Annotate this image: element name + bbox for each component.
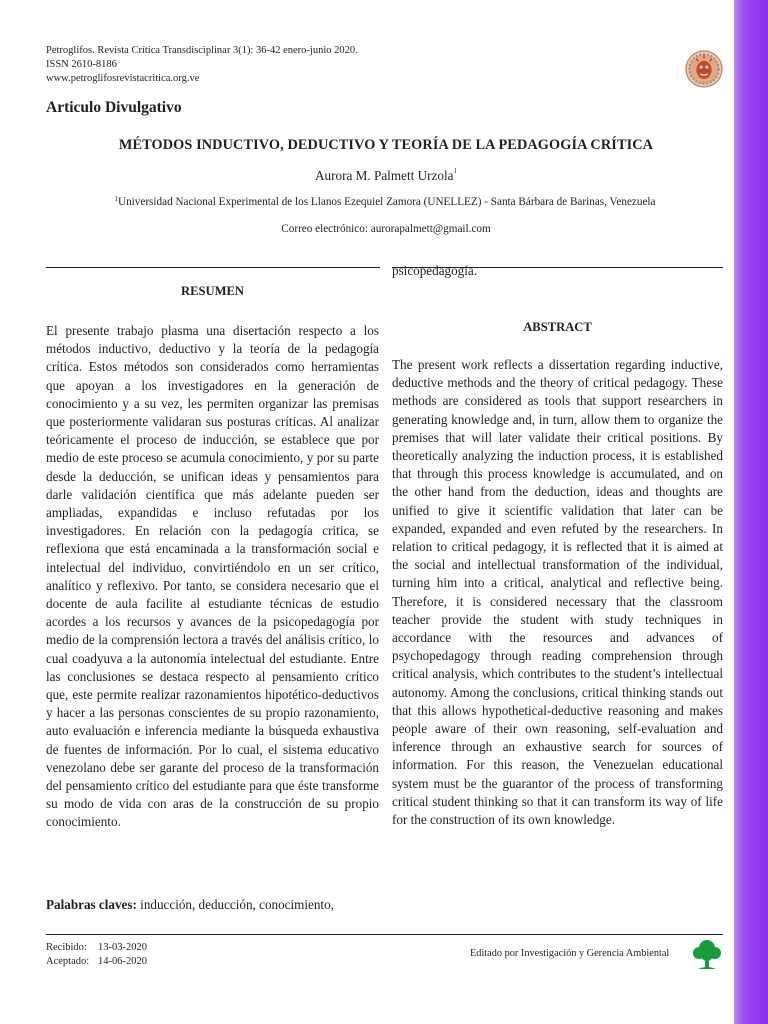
- keywords-list: inducción, deducción, conocimiento,: [140, 897, 334, 912]
- resumen-body: El presente trabajo plasma una disertación respecto a los métodos inductivo, deductivo y la teoría de la pedagogía crítica. Estos métodos son considerados como herramientas que apoyan a los investigadores en la generación de conocimiento y a su vez, les permiten organizar las premisas que posteriormente validaran sus posturas críticas. Al analizar teóricamente el proceso de inducción, se establece que por medio de este proceso se acumula conocimiento, y por su parte desde la deducción, se unifican ideas y pensamientos para darle validación científica que más adelante pueden ser ampliadas, expandidas e incluso refutadas por los investigadores. En relación con la pedagogía critica, se reflexiona que está encaminada a la transformación social e intelectual del individuo, convirtiéndolo en un ser crítico, analítico y reflexivo. Por tanto, se considera necesario que el docente de aula facilite al estudiante técnicas de estudio acordes a los recursos y avances de la psicopedagogía por medio de la comprensión lectora a través del análisis crítico, lo cual coadyuva a la autonomía intelectual del estudiante. Entre las conclusiones se destaca respecto al pensamiento crítico que, este permite realizar razonamientos hipotético-deductivos y hacer a las personas conscientes de su propio razonamiento, auto evaluación e inferencia mediante la búsqueda exhaustiva de fuentes de información. Por lo cual, el sistema educativo venezolano debe ser garante del proceso de la transformación del pensamiento crítico del estudiante para que éste transforme su modo de vida con aras de la construcción de su propio conocimiento.: [46, 323, 379, 830]
- article-type: Articulo Divulgativo: [46, 99, 182, 116]
- resumen-heading: RESUMEN: [181, 284, 244, 298]
- purple-side-band: [734, 0, 768, 1024]
- journal-citation: Petroglifos. Revista Crítica Transdisciplinar 3(1): 36-42 enero-junio 2020.: [46, 45, 358, 56]
- keywords-continuation: psicopedagogía.: [392, 263, 478, 278]
- keywords-label: Palabras claves:: [46, 897, 137, 912]
- author-affiliation-mark: 1: [453, 167, 457, 175]
- journal-website: www.petroglifosrevistacritica.org.ve: [46, 73, 200, 84]
- accepted-date: 14-06-2020: [98, 956, 147, 967]
- abstract-body: The present work reflects a dissertation regarding inductive, deductive methods and the theory of critical pedagogy. These methods are considered as tools that support researchers in generating knowledge and, in turn, allow them to organize the premises that will later validate their critical positions. By theoretically analyzing the induction process, it is established that through this process knowledge is accumulated, and on the other hand from the deduction, ideas and thoughts are unified to give it scientific validation that later can be expanded, expanded and even refuted by the researchers. In relation to critical pedagogy, it is reflected that it is aimed at the social and intellectual transformation of the individual, turning him into a critical, analytical and reflective being. Therefore, it is considered necessary that the classroom teacher provide the student with study techniques in accordance with the resources and advances of psychopedagogy through reading comprehension through critical analysis, which contributes to the student’s intellectual autonomy. Among the conclusions, critical thinking stands out that this allows hypothetical-deductive reasoning and makes people aware of their own reasoning, self-evaluation and inference through an exhaustive search for sources of information. For this reason, the Venezuelan educational system must be the guarantor of the process of transforming critical student thinking so that it can transform its way of life for the construction of its own knowledge.: [392, 357, 723, 828]
- publisher-credit: Editado por Investigación y Gerencia Ambiental: [470, 948, 670, 959]
- author-name: Aurora M. Palmett Urzola: [315, 168, 454, 183]
- submission-dates: [46, 941, 147, 969]
- journal-issn: ISSN 2610-8186: [46, 59, 117, 70]
- received-date: 13-03-2020: [98, 942, 147, 953]
- keywords-line: [46, 897, 334, 913]
- accepted-label: Aceptado:: [46, 956, 90, 967]
- affiliation-line: [40, 196, 730, 208]
- abstract-heading: ABSTRACT: [523, 320, 592, 334]
- article-title: MÉTODOS INDUCTIVO, DEDUCTIVO Y TEORÍA DE LA PEDAGOGÍA CRÍTICA: [118, 137, 654, 153]
- affiliation: Universidad Nacional Experimental de los Llanos Ezequiel Zamora (UNELLEZ) - Santa Bárbara de Barinas, Venezuela: [117, 196, 656, 208]
- author-line: [46, 168, 726, 184]
- journal-header: [46, 44, 358, 86]
- petroglyph-logo-icon: [685, 50, 723, 88]
- contact-email: Correo electrónico: aurorapalmett@gmail.com: [281, 223, 491, 235]
- tree-icon: [692, 938, 722, 972]
- left-column-top-rule: [46, 267, 380, 268]
- affiliation-mark: 1: [114, 195, 118, 203]
- footer-rule: [46, 934, 723, 935]
- received-label: Recibido:: [46, 942, 87, 953]
